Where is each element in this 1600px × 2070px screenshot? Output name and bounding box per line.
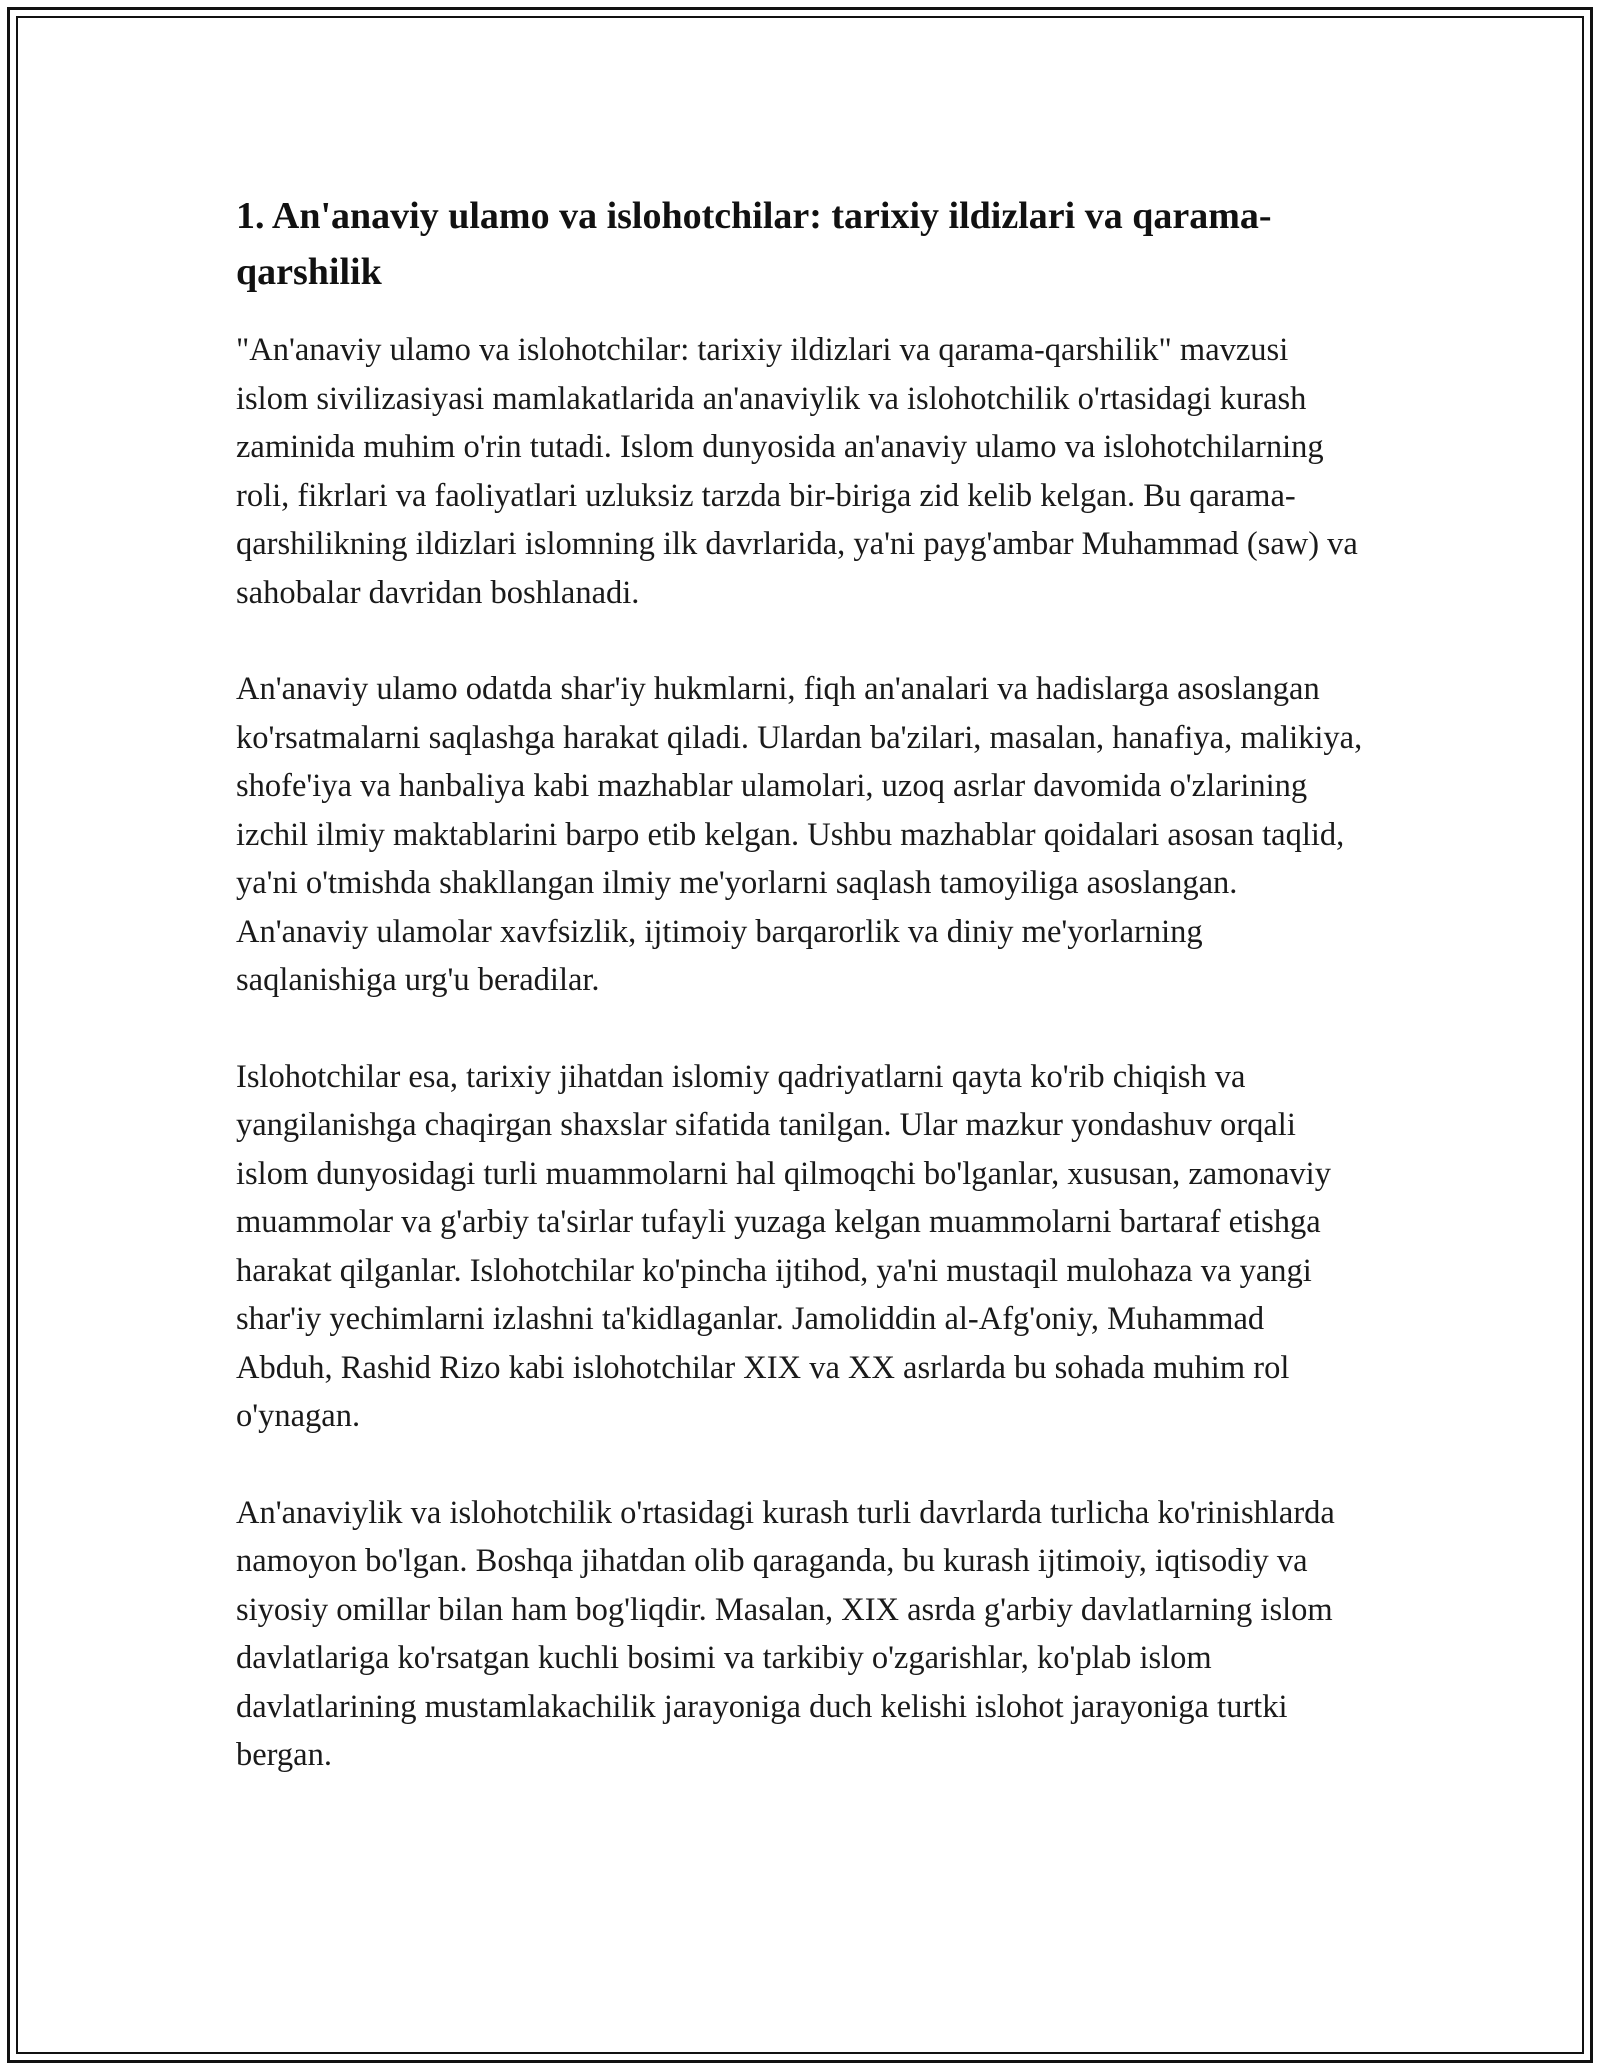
document-body bbox=[236, 188, 1366, 1828]
paragraph-reformers: Islohotchilar esa, tarixiy jihatdan islomiy qadriyatlarni qayta ko'rib chiqish va yangilanishga chaqirgan shaxslar sifatida tanilgan. Ular mazkur yondashuv orqali islom dunyosidagi turli muammolarni hal qilmoqchi bo'lganlar, xususan, zamonaviy muammolar va g'arbiy ta'sirlar tufayli yuzaga kelgan muammolarni bartaraf etishga harakat qilganlar. Islohotchilar ko'pincha ijtihod, ya'ni mustaqil mulohaza va yangi shar'iy yechimlarni izlashni ta'kidlaganlar. Jamoliddin al-Afg'oniy, Muhammad Abduh, Rashid Rizo kabi islohotchilar XIX va XX asrlarda bu sohada muhim rol o'ynagan. bbox=[236, 1058, 1331, 1434]
paragraph-struggle: An'anaviylik va islohotchilik o'rtasidagi kurash turli davrlarda turlicha ko'rinishlarda namoyon bo'lgan. Boshqa jihatdan olib qaraganda, bu kurash ijtimoiy, iqtisodiy va siyosiy omillar bilan ham bog'liqdir. Masalan, XIX asrda g'arbiy davlatlarning islom davlatlariga ko'rsatgan kuchli bosimi va tarkibiy o'zgarishlar, ko'plab islom davlatlarining mustamlakachilik jarayoniga duch kelishi islohot jarayoniga turtki bergan. bbox=[236, 1494, 1335, 1773]
section-heading: 1. An'anaviy ulamo va islohotchilar: tarixiy ildizlari va qarama-qarshilik bbox=[236, 195, 1272, 293]
paragraph-intro: "An'anaviy ulamo va islohotchilar: tarixiy ildizlari va qarama-qarshilik" mavzusi islom sivilizasiyasi mamlakatlarida an'anaviylik va islohotchilik o'rtasidagi kurash zaminida muhim o'rin tutadi. Islom dunyosida an'anaviy ulamo va islohotchilarning roli, fikrlari va faoliyatlari uzluksiz tarzda bir-biriga zid kelib kelgan. Bu qarama-qarshilikning ildizlari islomning ilk davrlarida, ya'ni payg'ambar Muhammad (saw) va sahobalar davridan boshlanadi. bbox=[236, 332, 1358, 611]
paragraph-traditional-ulama: An'anaviy ulamo odatda shar'iy hukmlarni, fiqh an'analari va hadislarga asoslangan ko'rsatmalarni saqlashga harakat qiladi. Ulardan ba'zilari, masalan, hanafiya, malikiya, shofe'iya va hanbaliya kabi mazhablar ulamolari, uzoq asrlar davomida o'zlarining izchil ilmiy maktablarini barpo etib kelgan. Ushbu mazhablar qoidalari asosan taqlid, ya'ni o'tmishda shakllangan ilmiy me'yorlarni saqlash tamoyiliga asoslangan. An'anaviy ulamolar xavfsizlik, ijtimoiy barqarorlik va diniy me'yorlarning saqlanishiga urg'u beradilar. bbox=[236, 671, 1363, 998]
